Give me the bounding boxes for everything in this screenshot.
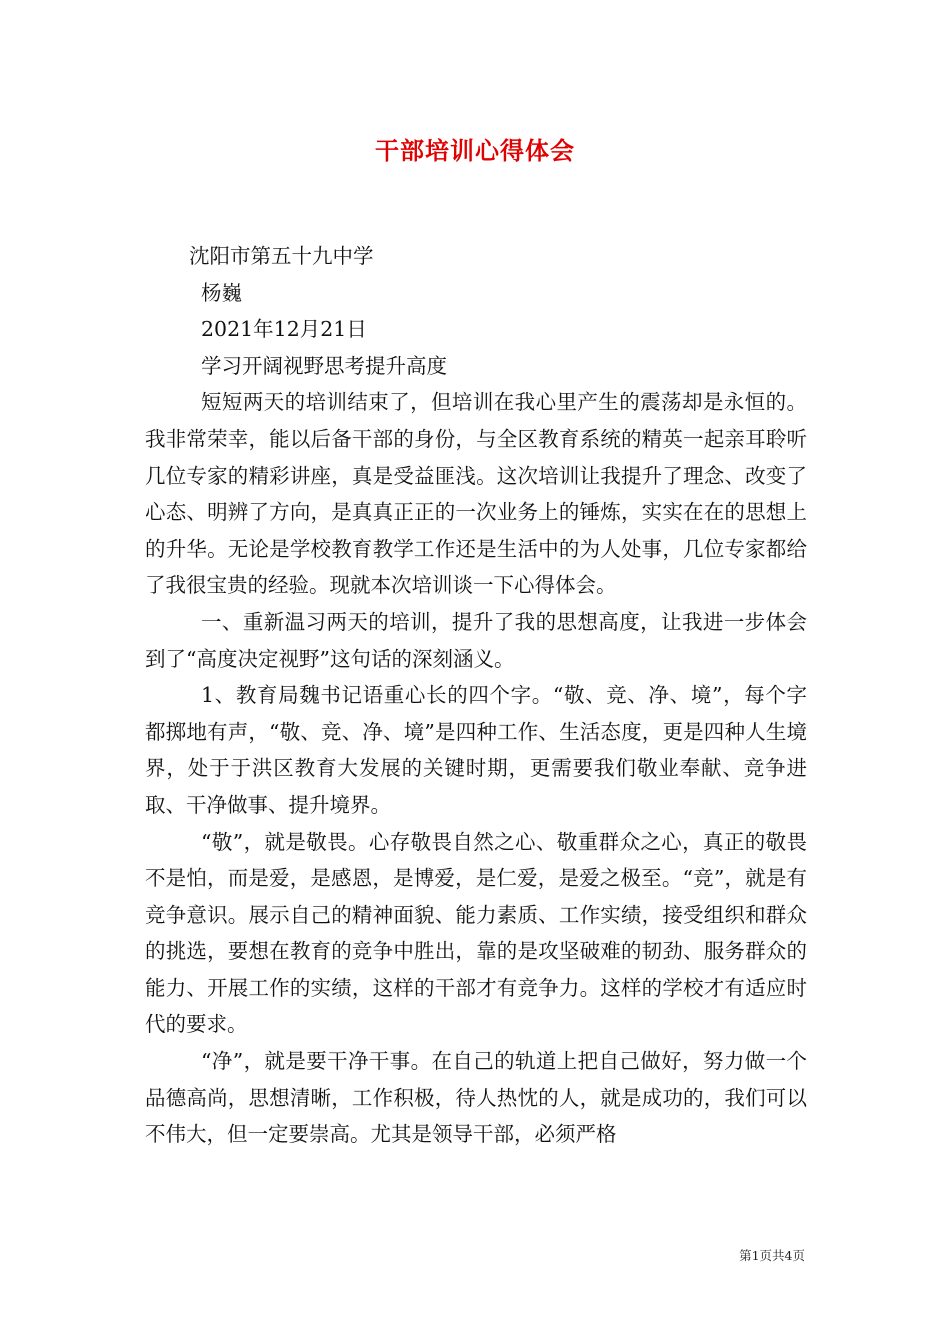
paragraph-section-one: 一、重新温习两天的培训，提升了我的思想高度，让我进一步体会到了“高度决定视野”这句话的深刻涵义。: [145, 609, 807, 671]
paragraph-jing-clean: “净”，就是要干净干事。在自己的轨道上把自己做好，努力做一个品德高尚，思想清晰，工作积极，待人热忱的人，就是成功的，我们可以不伟大，但一定要崇高。尤其是领导干部，必须严格: [145, 1049, 807, 1147]
school-name: 沈阳市第五十九中学: [189, 244, 374, 268]
author-name: 杨巍: [201, 280, 242, 305]
document-title: 干部培训心得体会: [375, 136, 575, 165]
page-number: 第1页共4页: [739, 1248, 805, 1263]
paragraph-jing-respect: “敬”，就是敬畏。心存敬畏自然之心、敬重群众之心，真正的敬畏不是怕，而是爱，是感恩，是博爱，是仁爱，是爱之极至。“竞”，就是有竞争意识。展示自己的精神面貌、能力素质、工作实绩，接受组织和群众的挑选，要想在教育的竞争中胜出，靠的是攻坚破难的韧劲、服务群众的能力、开展工作的实绩，这样的干部才有竞争力。这样的学校才有适应时代的要求。: [145, 829, 807, 1037]
document-body: [145, 238, 807, 1153]
paragraph-point-one: 1、教育局魏书记语重心长的四个字。“敬、竞、净、境”，每个字都掷地有声，“敬、竞、净、境”是四种工作、生活态度，更是四种人生境界，处于于洪区教育大发展的关键时期，更需要我们敬业奉献、竞争进取、干净做事、提升境界。: [145, 683, 807, 817]
document-date: 2021年12月21日: [201, 317, 367, 342]
paragraph-intro: 短短两天的培训结束了，但培训在我心里产生的震荡却是永恒的。我非常荣幸，能以后备干部的身份，与全区教育系统的精英一起亲耳聆听几位专家的精彩讲座，真是受益匪浅。这次培训让我提升了理念、改变了心态、明辨了方向，是真真正正的一次业务上的锤炼，实实在在的思想上的升华。无论是学校教育教学工作还是生活中的为人处事，几位专家都给了我很宝贵的经验。现就本次培训谈一下心得体会。: [145, 390, 807, 598]
document-subtitle: 学习开阔视野思考提升高度: [201, 353, 447, 378]
